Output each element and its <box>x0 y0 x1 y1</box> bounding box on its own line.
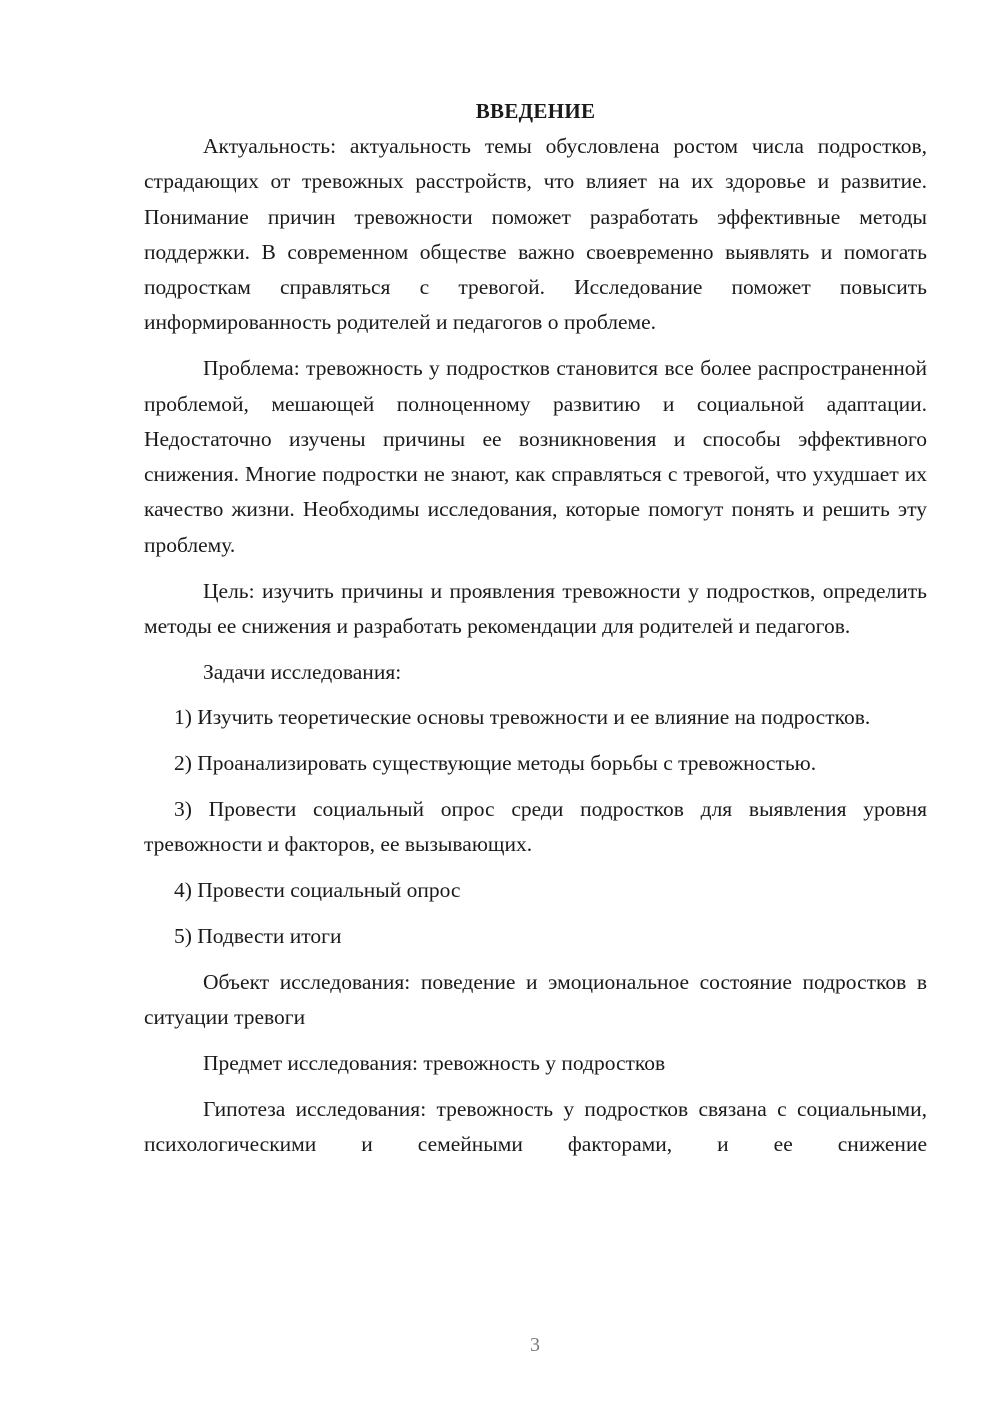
task-item-5: 5) Подвести итоги <box>174 923 342 948</box>
relevance-paragraph: Актуальность: актуальность темы обусловлена ростом числа подростков, страдающих от тревожных расстройств, что влияет на их здоровье и развитие. Понимание причин тревожности поможет разработать эффективные методы поддержки. В современном обществе важно своевременно выявлять и помогать подросткам справляться с тревогой. Исследование поможет повысить информированность родителей и педагогов о проблеме. <box>144 134 927 335</box>
goal-paragraph: Цель: изучить причины и проявления тревожности у подростков, определить методы ее снижения и разработать рекомендации для родителей и педагогов. <box>144 578 927 638</box>
subject-paragraph: Предмет исследования: тревожность у подростков <box>203 1050 666 1075</box>
task-item-1: 1) Изучить теоретические основы тревожности и ее влияние на подростков. <box>174 705 871 730</box>
object-paragraph: Объект исследования: поведение и эмоциональное состояние подростков в ситуации тревоги <box>144 969 927 1030</box>
section-title: ВВЕДЕНИЕ <box>475 99 596 123</box>
document-page <box>144 94 927 1162</box>
tasks-heading: Задачи исследования: <box>203 659 402 684</box>
task-item-2: 2) Проанализировать существующие методы борьбы с тревожностью. <box>174 751 817 776</box>
problem-paragraph: Проблема: тревожность у подростков становится все более распространенной проблемой, мешающей полноценному развитию и социальной адаптации. Недостаточно изучены причины ее возникновения и способы эффективного снижения. Многие подростки не знают, как справляться с тревогой, что ухудшает их качество жизни. Необходимы исследования, которые помогут понять и решить эту проблему. <box>144 356 927 557</box>
hypothesis-paragraph: Гипотеза исследования: тревожность у подростков связана с социальными, психологическими и семейными факторами, и ее снижение <box>144 1096 927 1156</box>
task-item-4: 4) Провести социальный опрос <box>174 878 461 903</box>
page-number: 3 <box>530 1334 540 1356</box>
task-item-3: 3) Провести социальный опрос среди подростков для выявления уровня тревожности и факторов, ее вызывающих. <box>144 797 927 857</box>
